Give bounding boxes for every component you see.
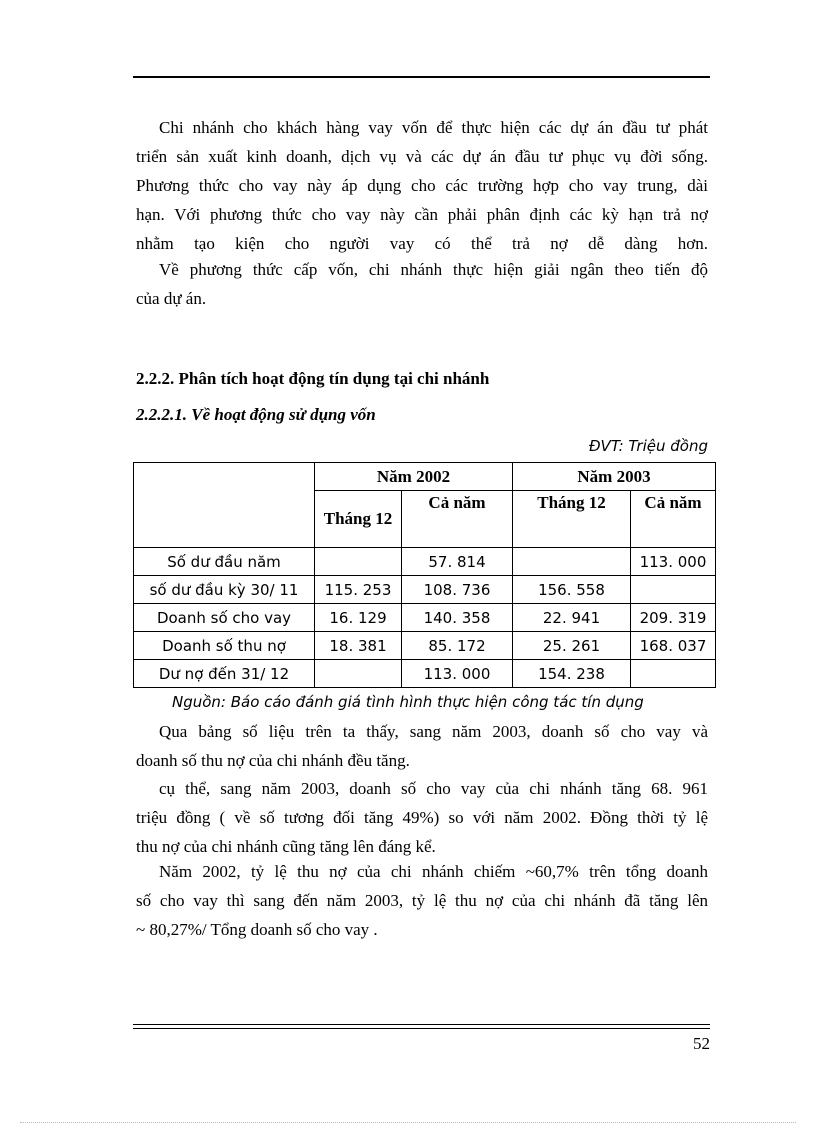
- table-row: [134, 548, 716, 576]
- paragraph-disbursement: [136, 255, 708, 313]
- table-cell: 25. 261: [513, 632, 631, 660]
- credit-table: [133, 462, 716, 688]
- row-label: Doanh số cho vay: [134, 604, 315, 632]
- paragraph-ratio: [136, 857, 708, 944]
- table-cell: 209. 319: [631, 604, 716, 632]
- row-label: Dư nợ đến 31/ 12: [134, 660, 315, 688]
- header-rule: [133, 76, 710, 78]
- row-label: Doanh số thu nợ: [134, 632, 315, 660]
- text-line: thu nợ của chi nhánh cũng tăng lên đáng kể.: [136, 837, 436, 856]
- row-label: số dư đầu kỳ 30/ 11: [134, 576, 315, 604]
- text-line: triệu đồng ( về số tương đối tăng 49%) so với năm 2002. Đồng thời tỷ lệ: [136, 808, 708, 827]
- text-line: cụ thể, sang năm 2003, doanh số cho vay của chi nhánh tăng 68. 961: [159, 779, 708, 798]
- table-cell: 154. 238: [513, 660, 631, 688]
- table-cell: 156. 558: [513, 576, 631, 604]
- text-line: số cho vay thì sang đến năm 2003, tỷ lệ thu nợ của chi nhánh đã tăng lên: [136, 891, 708, 910]
- table-corner-cell: [134, 463, 315, 548]
- row-label: Số dư đầu năm: [134, 548, 315, 576]
- page-number: 52: [693, 1034, 710, 1053]
- table-row: [134, 632, 716, 660]
- table-cell: [315, 660, 402, 688]
- paragraph-detail: [136, 774, 708, 861]
- footer-rule: [133, 1024, 710, 1029]
- text-line: triển sản xuất kinh doanh, dịch vụ và các dự án đầu tư phục vụ đời sống.: [136, 147, 708, 166]
- table-cell: [631, 660, 716, 688]
- table-cell: 113. 000: [402, 660, 513, 688]
- text-line: Phương thức cho vay này áp dụng cho các trường hợp cho vay trung, dài: [136, 176, 708, 195]
- column-header: Tháng 12: [513, 491, 631, 548]
- table-cell: 140. 358: [402, 604, 513, 632]
- table-cell: [513, 548, 631, 576]
- text-line: Năm 2002, tỷ lệ thu nợ của chi nhánh chiếm ~60,7% trên tổng doanh: [159, 862, 708, 881]
- column-header: Cả năm: [631, 491, 716, 548]
- table-row: [134, 660, 716, 688]
- unit-label: ĐVT: Triệu đồng: [588, 437, 708, 455]
- text-line: doanh số thu nợ của chi nhánh đều tăng.: [136, 751, 410, 770]
- column-header: Tháng 12: [315, 491, 402, 548]
- table-cell: 108. 736: [402, 576, 513, 604]
- table-header-row: [134, 463, 716, 491]
- table-cell: 168. 037: [631, 632, 716, 660]
- table-cell: 57. 814: [402, 548, 513, 576]
- table-row: [134, 576, 716, 604]
- year-header: Năm 2002: [315, 463, 513, 491]
- table-cell: [315, 548, 402, 576]
- table-cell: 16. 129: [315, 604, 402, 632]
- table-cell: 115. 253: [315, 576, 402, 604]
- table-cell: 22. 941: [513, 604, 631, 632]
- table-cell: 113. 000: [631, 548, 716, 576]
- text-line: hạn. Với phương thức cho vay này cần phải phân định các kỳ hạn trả nợ: [136, 205, 708, 224]
- text-line: Về phương thức cấp vốn, chi nhánh thực hiện giải ngân theo tiến độ: [159, 260, 708, 279]
- text-line: ~ 80,27%/ Tổng doanh số cho vay .: [136, 920, 378, 939]
- subsection-heading: 2.2.2.1. Về hoạt động sử dụng vốn: [136, 405, 376, 424]
- text-line: Qua bảng số liệu trên ta thấy, sang năm 2003, doanh số cho vay và: [159, 722, 708, 741]
- column-header: Cả năm: [402, 491, 513, 548]
- table-cell: 85. 172: [402, 632, 513, 660]
- text-line: của dự án.: [136, 289, 207, 308]
- table-cell: [631, 576, 716, 604]
- text-line: nhằm tạo kiện cho người vay có thể trả nợ dễ dàng hơn.: [136, 234, 708, 253]
- paragraph-analysis: [136, 717, 708, 775]
- table-source-note: Nguồn: Báo cáo đánh giá tình hình thực hiện công tác tín dụng: [172, 693, 644, 711]
- year-header: Năm 2003: [513, 463, 716, 491]
- paragraph-loan-projects: [136, 113, 708, 258]
- text-line: Chi nhánh cho khách hàng vay vốn để thực hiện các dự án đầu tư phát: [159, 118, 708, 137]
- table-row: [134, 604, 716, 632]
- table-cell: 18. 381: [315, 632, 402, 660]
- section-heading: 2.2.2. Phân tích hoạt động tín dụng tại chi nhánh: [136, 369, 490, 388]
